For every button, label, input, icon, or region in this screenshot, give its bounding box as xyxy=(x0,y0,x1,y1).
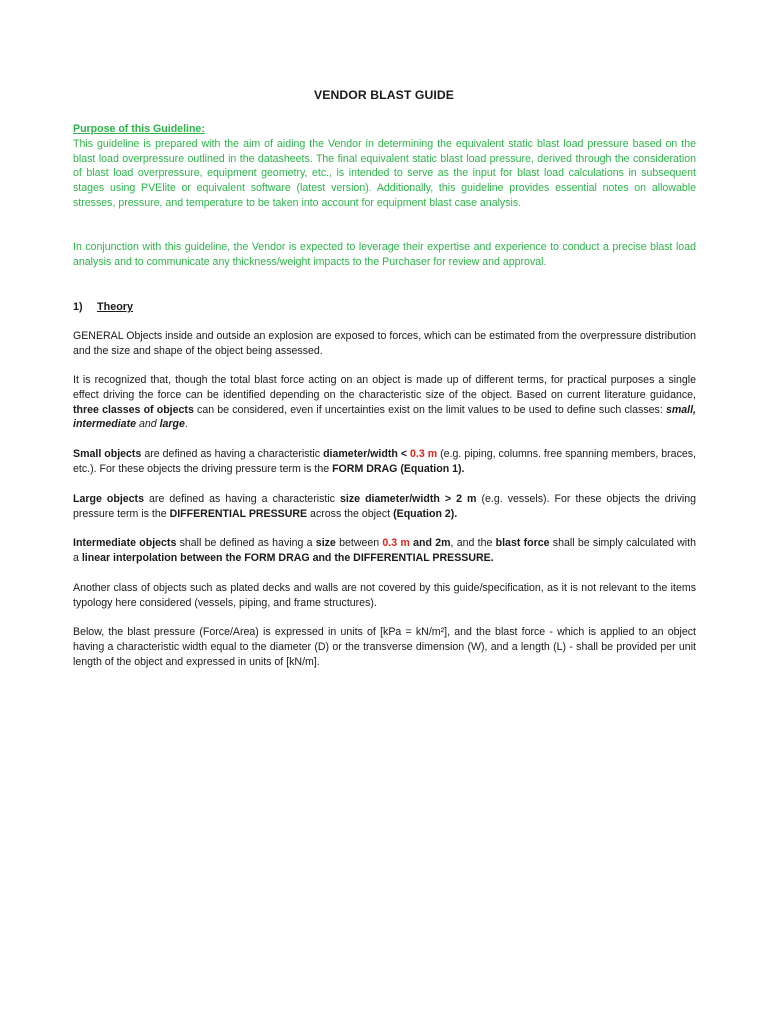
text-run: shall be defined as having a xyxy=(176,537,316,549)
section-number: 1) xyxy=(73,301,83,313)
purpose-paragraph-2: In conjunction with this guideline, the Vendor is expected to leverage their expertise and experience to conduct a precise blast load analysis and to communicate any thickness/weight impacts to the Purchaser for review and approval. xyxy=(73,241,696,268)
text-run: It is recognized that, though the total blast force acting on an object is made up of different terms, for practical purposes a single effect driving the force can be identified depending on the characteristic size of the object. Based on current literature guidance, xyxy=(73,374,696,401)
purpose-paragraph-1: This guideline is prepared with the aim of aiding the Vendor in determining the equivalent static blast load pressure based on the blast load overpressure outlined in the datasheets. The final equivalent static blast load pressure, derived through the consideration of blast load overpressure, equipment geometry, etc., is intended to serve as the input for blast load calculations in subsequent stages using PVElite or equivalent software (latest version). Additionally, this guideline provides essential notes on allowable stresses, pressure, and temperature to be taken into account for equipment blast case analysis. xyxy=(73,137,696,209)
text-run: between xyxy=(335,537,383,549)
bold-run: Intermediate objects xyxy=(73,537,177,549)
bold-run: three classes of objects xyxy=(73,403,194,416)
red-value: 0.3 m xyxy=(382,537,410,549)
text-run: , and the xyxy=(450,537,496,549)
text-run: are defined as having a characteristic xyxy=(143,493,341,505)
bold-run: FORM DRAG (Equation 1). xyxy=(332,462,465,475)
red-value: 0.3 m xyxy=(410,448,438,460)
bold-run: and 2m xyxy=(413,537,451,549)
section-heading-theory xyxy=(73,300,696,315)
italic-run: and xyxy=(136,418,160,431)
section-label: Theory xyxy=(97,301,133,313)
text-run: can be considered, even if uncertainties exist on the limit values to be used to define such classes: xyxy=(193,403,666,416)
paragraph-general: GENERAL Objects inside and outside an explosion are exposed to forces, which can be estimated from the overpressure distribution and the size and shape of the object being assessed. xyxy=(73,330,696,357)
bold-run: size diameter/width > 2 m xyxy=(340,493,477,505)
text-run: . xyxy=(184,418,188,431)
text-run: across the object xyxy=(307,507,394,520)
paragraph-recognized xyxy=(73,373,696,432)
bold-run: diameter/width < xyxy=(323,448,408,460)
bold-run: size xyxy=(315,537,336,549)
bold-italic-run: small, intermediate xyxy=(73,403,696,431)
bold-run: blast force xyxy=(495,537,550,549)
purpose-section xyxy=(73,122,696,211)
document-title: VENDOR BLAST GUIDE xyxy=(314,88,454,102)
bold-run: DIFFERENTIAL PRESSURE xyxy=(169,507,308,520)
paragraph-small-objects xyxy=(73,447,696,477)
text-run: are defined as having a characteristic xyxy=(141,448,324,460)
bold-run: Large objects xyxy=(73,493,144,505)
purpose-heading: Purpose of this Guideline: xyxy=(73,123,205,135)
bold-run: (Equation 2). xyxy=(393,507,458,520)
bold-italic-run: large xyxy=(159,418,185,431)
paragraph-large-objects xyxy=(73,492,696,522)
text-run: shall be simply calculated with a xyxy=(73,537,696,564)
text-run: (e.g. vessels). For these objects the driving pressure term is the xyxy=(73,493,697,520)
bold-run: Small objects xyxy=(73,448,142,460)
bold-run: linear interpolation between the FORM DRAG and the DIFFERENTIAL PRESSURE. xyxy=(81,551,494,564)
paragraph-blast-pressure-units: Below, the blast pressure (Force/Area) is expressed in units of [kPa = kN/m²], and the blast force - which is applied to an object having a characteristic width equal to the diameter (D) or the transverse dimension (W), and a length (L) - shall be provided per unit length of the object and expressed in units of [kN/m]. xyxy=(73,626,696,668)
text-run: (e.g. piping, columns. free spanning members, braces, etc.). For these objects the driving pressure term is the xyxy=(73,448,696,475)
paragraph-intermediate-objects xyxy=(73,536,696,566)
paragraph-another-class: Another class of objects such as plated decks and walls are not covered by this guide/specification, as it is not relevant to the items typology here considered (vessels, piping, and frame structures). xyxy=(73,582,696,609)
